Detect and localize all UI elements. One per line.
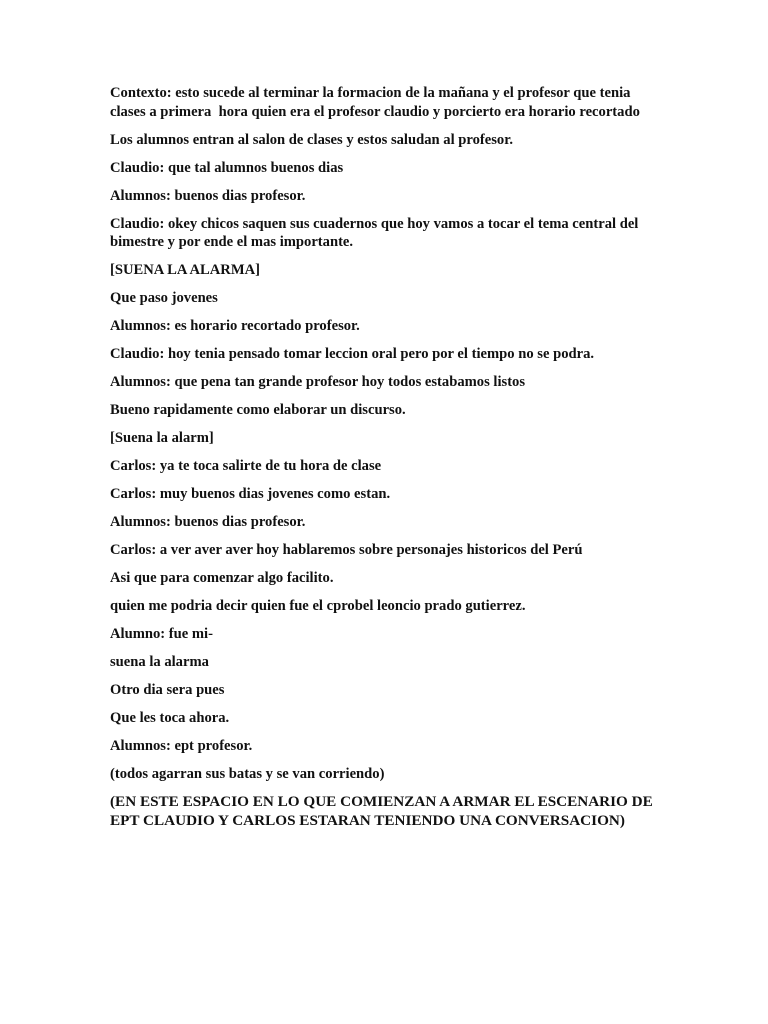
- stage-direction: (todos agarran sus batas y se van corriendo): [110, 765, 385, 782]
- stage-direction: suena la alarma: [110, 653, 209, 670]
- dialogue-line: Alumnos: buenos dias profesor.: [110, 513, 306, 530]
- dialogue-line: quien me podria decir quien fue el cprobel leoncio prado gutierrez.: [110, 597, 526, 614]
- dialogue-line: Bueno rapidamente como elaborar un discurso.: [110, 402, 406, 419]
- stage-direction-scene-note: (EN ESTE ESPACIO EN LO QUE COMIENZAN A ARMAR EL ESCENARIO DE EPT CLAUDIO Y CARLOS ESTARAN TENIENDO UNA CONVERSACION): [110, 792, 657, 829]
- dialogue-line: Alumnos: que pena tan grande profesor hoy todos estabamos listos: [110, 374, 526, 391]
- dialogue-line: Que paso jovenes: [110, 290, 218, 307]
- dialogue-line: Carlos: ya te toca salirte de tu hora de clase: [110, 458, 382, 474]
- stage-direction: [SUENA LA ALARMA]: [110, 262, 261, 279]
- dialogue-line: Carlos: muy buenos dias jovenes como estan.: [110, 485, 391, 502]
- dialogue-line: Otro dia sera pues: [110, 681, 225, 698]
- dialogue-line: Alumnos: es horario recortado profesor.: [110, 318, 360, 335]
- paragraph-context: Contexto: esto sucede al terminar la formacion de la mañana y el profesor que tenia clases a primera hora quien era el profesor claudio y porcierto era horario recortado: [110, 85, 640, 120]
- paragraph-students-enter: Los alumnos entran al salon de clases y estos saludan al profesor.: [110, 131, 514, 148]
- dialogue-line: Claudio: hoy tenia pensado tomar leccion oral pero por el tiempo no se podra.: [110, 346, 595, 363]
- dialogue-line: Alumno: fue mi-: [110, 625, 213, 642]
- dialogue-line: Asi que para comenzar algo facilito.: [110, 569, 334, 586]
- dialogue-line: Claudio: que tal alumnos buenos dias: [110, 159, 344, 176]
- document-page: [110, 84, 655, 840]
- dialogue-line: Claudio: okey chicos saquen sus cuadernos que hoy vamos a tocar el tema central del bimestre y por ende el mas importante.: [110, 215, 643, 251]
- dialogue-line: Alumnos: ept profesor.: [110, 737, 253, 754]
- dialogue-line: Que les toca ahora.: [110, 709, 230, 726]
- stage-direction: [Suena la alarm]: [110, 430, 214, 447]
- dialogue-line: Alumnos: buenos dias profesor.: [110, 187, 306, 204]
- dialogue-line: Carlos: a ver aver aver hoy hablaremos sobre personajes historicos del Perú: [110, 541, 583, 558]
